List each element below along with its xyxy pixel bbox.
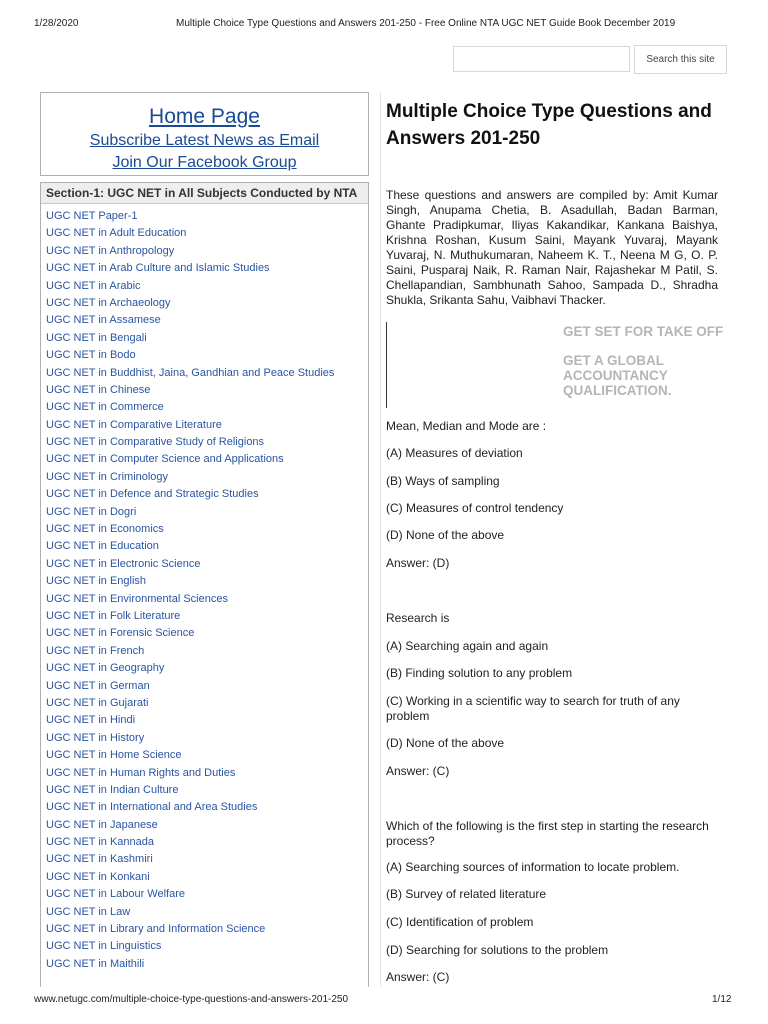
subject-link[interactable]: UGC NET in Adult Education: [46, 227, 187, 240]
subject-link[interactable]: UGC NET in Archaeology: [46, 296, 171, 309]
subject-link[interactable]: UGC NET in Defence and Strategic Studies: [46, 488, 259, 501]
subject-link[interactable]: UGC NET in Comparative Study of Religions: [46, 436, 265, 449]
print-date: 1/28/2020: [34, 18, 79, 29]
subject-link[interactable]: UGC NET in Chinese: [46, 383, 151, 396]
subject-link[interactable]: UGC NET in Gujarati: [46, 696, 149, 709]
q1-option-a: (A) Measures of deviation: [386, 446, 523, 460]
subject-link[interactable]: UGC NET in Indian Culture: [46, 783, 179, 796]
subject-link[interactable]: UGC NET in Anthropology: [46, 244, 175, 257]
search-button[interactable]: Search this site: [634, 45, 727, 74]
q2-option-c: (C) Working in a scientific way to search for truth of any problem: [386, 694, 680, 723]
subject-link[interactable]: UGC NET in Comparative Literature: [46, 418, 222, 431]
search-input[interactable]: [453, 46, 630, 72]
subject-link[interactable]: UGC NET in Maithili: [46, 957, 145, 970]
subject-link[interactable]: UGC NET in Bodo: [46, 349, 136, 362]
q3-option-a: (A) Searching sources of information to locate problem.: [386, 860, 680, 874]
ad-headline[interactable]: GET SET FOR TAKE OFF: [563, 324, 724, 339]
column-divider: [380, 92, 381, 987]
subject-link[interactable]: UGC NET in Economics: [46, 523, 164, 536]
q1-option-b: (B) Ways of sampling: [386, 474, 500, 488]
q1-question: Mean, Median and Mode are :: [386, 419, 547, 433]
section-title: Section-1: UGC NET in All Subjects Conducted by NTA: [41, 183, 368, 204]
subject-link[interactable]: UGC NET in Folk Literature: [46, 609, 181, 622]
subject-link[interactable]: UGC NET in Human Rights and Duties: [46, 766, 236, 779]
home-page-link[interactable]: Home Page: [149, 105, 260, 128]
q3-question: Which of the following is the first step in starting the research process?: [386, 819, 709, 848]
subject-link[interactable]: UGC NET in History: [46, 731, 145, 744]
ad-subline[interactable]: GET A GLOBAL ACCOUNTANCY QUALIFICATION.: [563, 353, 672, 398]
sidebar-section-1: [40, 182, 369, 987]
article-title: Multiple Choice Type Questions and Answers 201-250: [386, 101, 712, 149]
footer-url: www.netugc.com/multiple-choice-type-questions-and-answers-201-250: [34, 994, 349, 1005]
subject-link[interactable]: UGC NET in Linguistics: [46, 940, 162, 953]
subject-link[interactable]: UGC NET in Criminology: [46, 470, 169, 483]
q2-option-b: (B) Finding solution to any problem: [386, 666, 573, 680]
print-page-title: Multiple Choice Type Questions and Answers 201-250 - Free Online NTA UGC NET Guide Book December 2019: [176, 18, 676, 29]
page-number: 1/12: [712, 994, 732, 1005]
q3-option-c: (C) Identification of problem: [386, 915, 534, 929]
q3-option-b: (B) Survey of related literature: [386, 887, 547, 901]
q2-question: Research is: [386, 611, 450, 625]
subscribe-link[interactable]: Subscribe Latest News as Email: [89, 132, 320, 149]
q2-answer: Answer: (C): [386, 764, 450, 778]
subject-link[interactable]: UGC NET in Forensic Science: [46, 627, 195, 640]
subject-link[interactable]: UGC NET in Library and Information Science: [46, 923, 266, 936]
subject-link[interactable]: UGC NET in Law: [46, 905, 131, 918]
subject-link[interactable]: UGC NET in Geography: [46, 662, 165, 675]
subject-link[interactable]: UGC NET in English: [46, 575, 147, 588]
subject-link[interactable]: UGC NET in Arabic: [46, 279, 141, 292]
subject-link[interactable]: UGC NET in Bengali: [46, 331, 147, 344]
subject-link[interactable]: UGC NET in Computer Science and Applications: [46, 453, 284, 466]
q2-option-a: (A) Searching again and again: [386, 639, 549, 653]
q3-answer: Answer: (C): [386, 970, 450, 984]
subject-link-list: [41, 204, 368, 973]
subject-link[interactable]: UGC NET in German: [46, 679, 150, 692]
q3-option-d: (D) Searching for solutions to the problem: [386, 943, 609, 957]
subject-link[interactable]: UGC NET in Environmental Sciences: [46, 592, 228, 605]
q1-option-d: (D) None of the above: [386, 528, 505, 542]
subject-link[interactable]: UGC NET in Labour Welfare: [46, 888, 185, 901]
subject-link[interactable]: UGC NET in Dogri: [46, 505, 137, 518]
subject-link[interactable]: UGC NET in Home Science: [46, 749, 182, 762]
subject-link[interactable]: UGC NET in Arab Culture and Islamic Studies: [46, 262, 270, 275]
ad-divider: [386, 322, 387, 408]
compilers-paragraph: These questions and answers are compiled by: Amit Kumar Singh, Anupama Chetia, B. Asadullah, Badan Barman, Ghante Pradipkumar, Iliyas Kakandikar, Kankana Baishya, Krishna Roshan, Kusum Saini, Mayank Yuvaraj, Mayank Yuvaraj, N. Muthukumaran, Naheem K. T., Neena M G, O. P. Saini, Pusparaj Naik, R. Raman Nair, Rajashekar M Patil, S. Chellapandian, Sambhunath Sahoo, Sampada D., Shradha Shukla, Srikanta Sahu, Vaibhavi Thacker.: [386, 188, 718, 307]
subject-link[interactable]: UGC NET in International and Area Studies: [46, 801, 258, 814]
subject-link[interactable]: UGC NET in Konkani: [46, 870, 150, 883]
subject-link[interactable]: UGC NET in Buddhist, Jaina, Gandhian and Peace Studies: [46, 366, 335, 379]
subject-link[interactable]: UGC NET in Commerce: [46, 401, 164, 414]
sidebar-top-links: [40, 92, 369, 176]
subject-link[interactable]: UGC NET in Education: [46, 540, 159, 553]
subject-link[interactable]: UGC NET in French: [46, 644, 145, 657]
subject-link[interactable]: UGC NET in Electronic Science: [46, 557, 201, 570]
subject-link[interactable]: UGC NET in Assamese: [46, 314, 161, 327]
facebook-group-link[interactable]: Join Our Facebook Group: [112, 154, 297, 171]
q1-answer: Answer: (D): [386, 556, 450, 570]
subject-link[interactable]: UGC NET in Kannada: [46, 836, 155, 849]
q2-option-d: (D) None of the above: [386, 736, 505, 750]
subject-link[interactable]: UGC NET in Hindi: [46, 714, 136, 727]
q1-option-c: (C) Measures of control tendency: [386, 501, 564, 515]
subject-link[interactable]: UGC NET in Japanese: [46, 818, 158, 831]
subject-link[interactable]: UGC NET in Kashmiri: [46, 853, 153, 866]
subject-link[interactable]: UGC NET Paper-1: [46, 210, 138, 222]
